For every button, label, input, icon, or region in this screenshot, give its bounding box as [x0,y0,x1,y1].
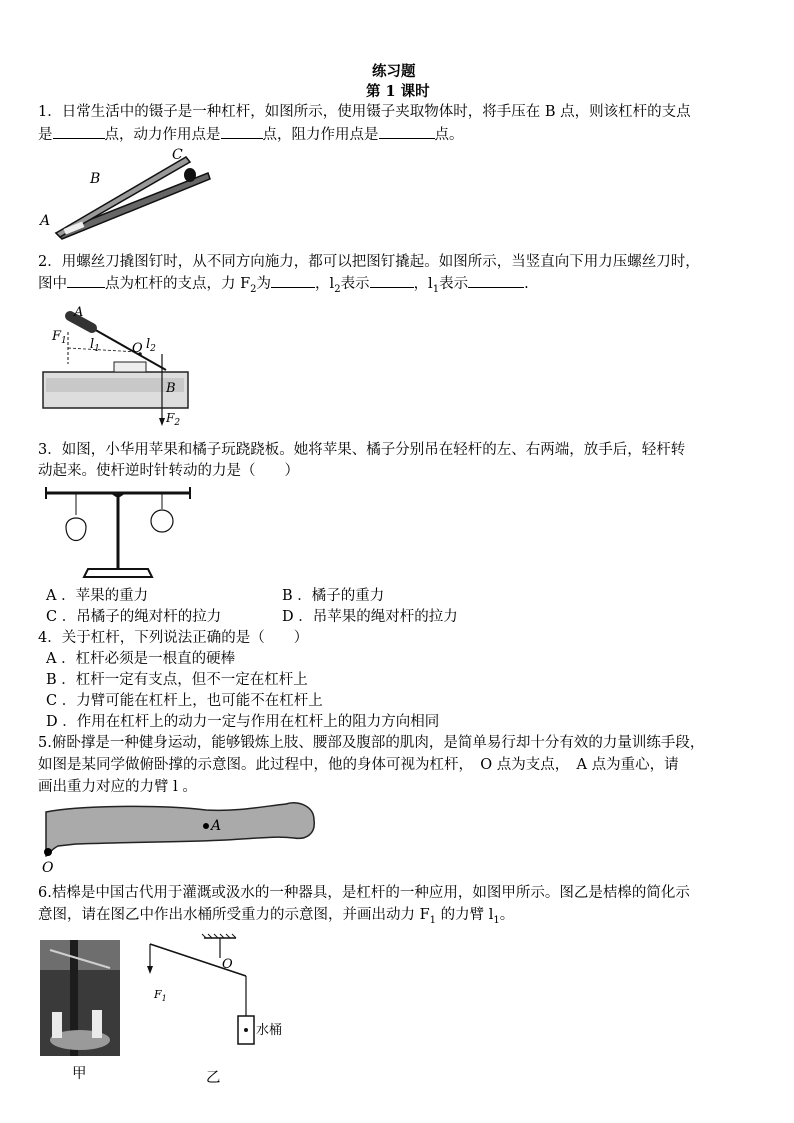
q6-line1: 6.桔槔是中国古代用于灌溉或汲水的一种器具，是杠杆的一种应用，如图甲所示。图乙是桔槔的简化示 [38,885,690,901]
q4-line1: 4．关于杠杆，下列说法正确的是（ ） [38,630,309,646]
tweezers-figure [38,145,228,240]
seesaw-figure [38,483,198,583]
screwdriver-label-a: A [74,305,84,320]
q3-option-c[interactable]: C ．吊橘子的绳对杆的拉力 [46,609,222,625]
jiegao-photo [40,940,120,1058]
q1-line2: 是 点，动力作用点是 点，阻力作用点是 点。 [38,124,464,145]
q2-line2: 图中 点为杠杆的支点，力 $F_2$为 ，$l_2$表示 ，$l_1$表示 . [38,273,529,300]
q4-option-a[interactable]: A ．杠杆必须是一根直的硬棒 [46,651,236,667]
q5-line1: 5.俯卧撑是一种健身运动，能够锻炼上肢、腰部及腹部的肌肉，是简单易行却十分有效的力量训练手段， [38,735,705,751]
screwdriver-label-o: O [132,341,143,356]
q1-line1: 1．日常生活中的镊子是一种杠杆，如图所示，使用镊子夹取物体时，将手压在 B 点，则该杠杆的支点 [38,104,691,120]
pushup-figure [36,800,326,875]
diagram-label-f1: $F_1$ [154,988,167,1003]
screwdriver-figure [38,298,198,428]
q3-option-b[interactable]: B ．橘子的重力 [282,588,385,604]
tweezers-label-a: A [40,213,51,229]
jiegao-diagram [140,930,300,1070]
page-title: 练习题 [372,63,416,80]
page-subtitle: 第 1 课时 [366,83,430,100]
q1-blank-2[interactable] [221,124,263,139]
diagram-label-bucket: 水桶 [256,1023,283,1038]
q2-blank-2[interactable] [271,273,315,288]
screwdriver-label-l2: $l_2$ [146,337,156,354]
q3-line2: 动起来。使杆逆时针转动的力是（ ） [38,463,299,479]
q6-line2: 意图，请在图乙中作出水桶所受重力的示意图，并画出动力 $F_1$ 的力臂 $l_1$。 [38,907,515,926]
q4-option-c[interactable]: C ．力臂可能在杠杆上，也可能不在杠杆上 [46,693,323,709]
fig-label-yi: 乙 [206,1070,221,1086]
q2-line1: 2．用螺丝刀撬图钉时，从不同方向施力，都可以把图钉撬起。如图所示，当竖直向下用力压螺丝刀时， [38,254,700,270]
pushup-label-o: O [42,860,54,876]
q3-line1: 3．如图，小华用苹果和橘子玩跷跷板。她将苹果、橘子分别吊在轻杆的左、右两端，放手后，轻杆转 [38,442,686,458]
screwdriver-label-f2: $F_2$ [166,411,181,428]
q3-option-a[interactable]: A ．苹果的重力 [46,588,149,604]
q3-option-d[interactable]: D ．吊苹果的绳对杆的拉力 [282,609,458,625]
fig-label-jia: 甲 [72,1066,87,1082]
q5-line2: 如图是某同学做俯卧撑的示意图。此过程中，他的身体可视为杠杆， O 点为支点， A 点为重心，请 [38,757,679,773]
q5-line3: 画出重力对应的力臂 l 。 [38,779,197,795]
tweezers-label-b: B [90,171,101,187]
q1-blank-3[interactable] [379,124,435,139]
screwdriver-label-l1: $l_1$ [90,337,100,354]
pushup-label-a: A [211,818,222,834]
diagram-label-o: O [222,957,233,972]
q2-blank-3[interactable] [370,273,414,288]
q2-blank-4[interactable] [468,273,524,288]
q1-blank-1[interactable] [53,124,105,139]
q4-option-b[interactable]: B ．杠杆一定有支点，但不一定在杠杆上 [46,672,308,688]
screwdriver-label-f1: $F_1$ [52,329,67,346]
q2-blank-1[interactable] [67,273,105,288]
tweezers-label-c: C [172,147,183,163]
screwdriver-label-b: B [166,381,176,396]
q4-option-d[interactable]: D ．作用在杠杆上的动力一定与作用在杠杆上的阻力方向相同 [46,714,440,730]
